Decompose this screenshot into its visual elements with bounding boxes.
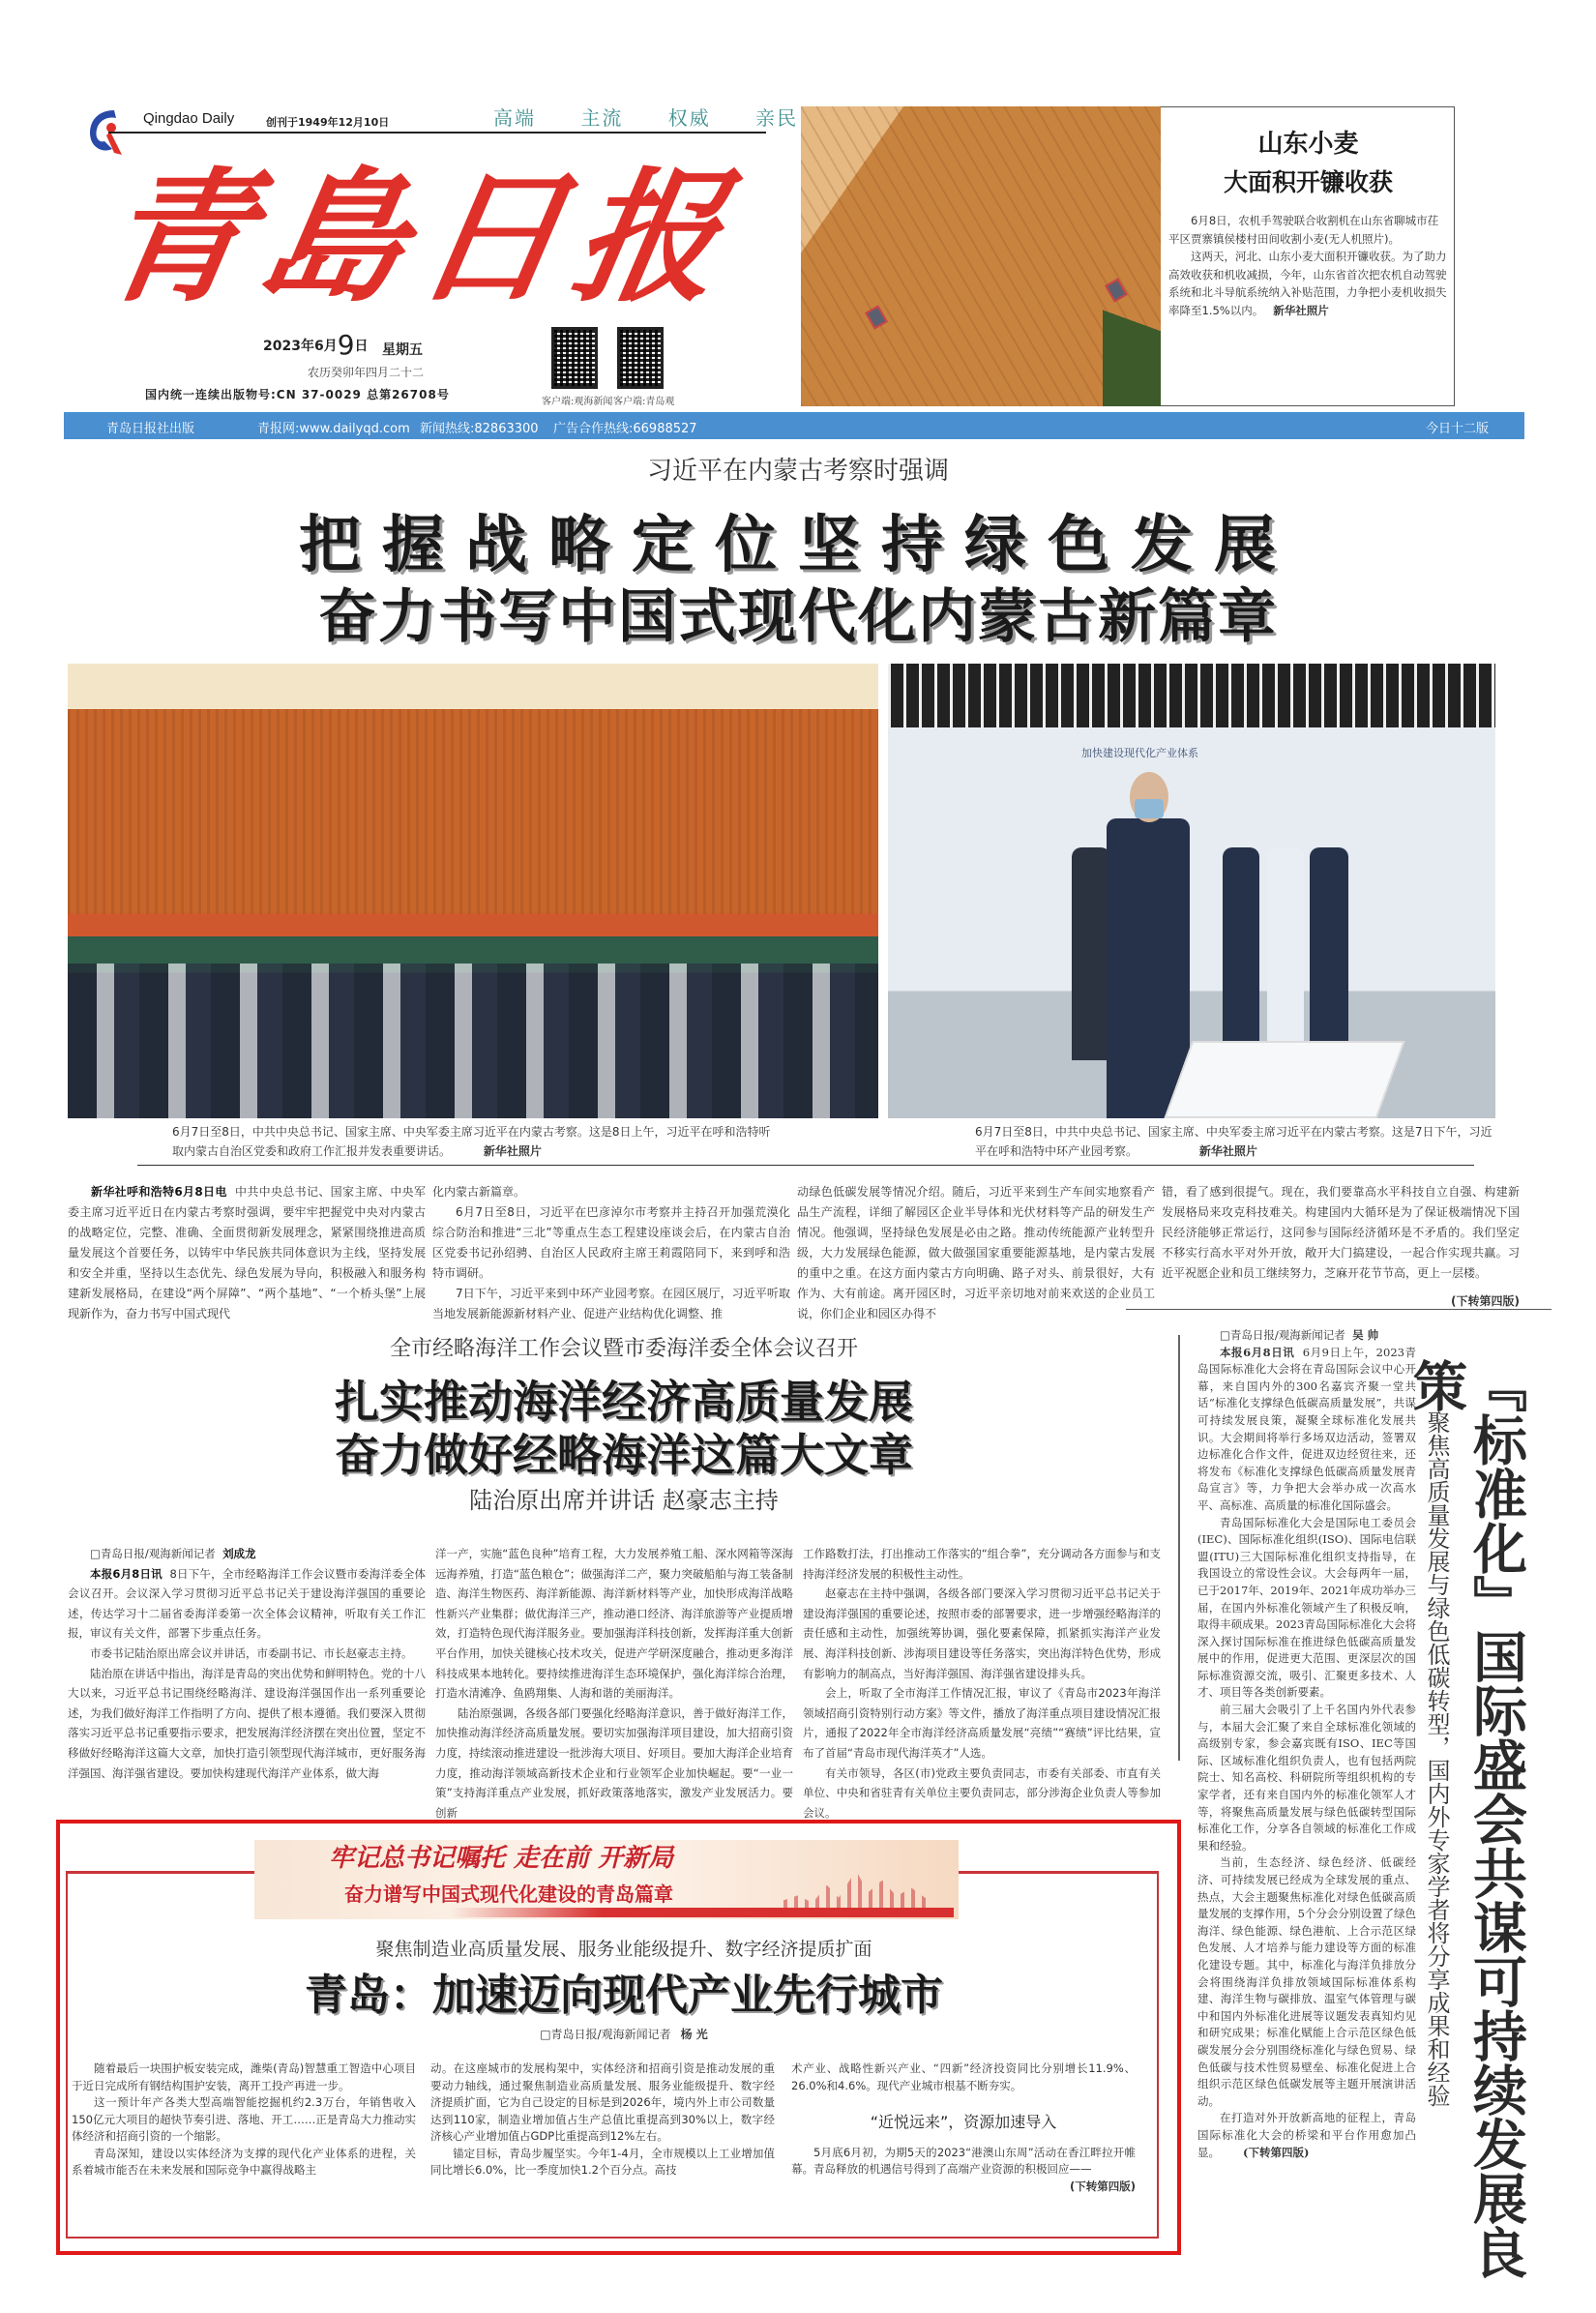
ocean-subhead: 陆治原出席并讲话 赵豪志主持: [469, 1487, 779, 1514]
ocean-col3-p4: 有关市领导，各区(市)党政主要负责同志，市委有关部委、市直有关单位、中央和省驻青有关单位主要负责同志，部分涉海企业负责人等参加会议。: [803, 1765, 1161, 1820]
banner-slogan: 牢记总书记嘱托 走在前 开新局: [329, 1844, 674, 1873]
ocean-column-1: [68, 1544, 426, 1783]
std-byline-text: □青岛日报/观海新闻记者: [1220, 1328, 1345, 1342]
masthead-rule: [108, 132, 766, 133]
ocean-reporter: 刘成龙: [222, 1547, 256, 1560]
qingdao-col3-p1: 术产业、战略性新兴产业、“四新”经济投资同比分别增长11.9%、26.0%和4.6%。现代产业城市根基不断夯实。: [791, 2061, 1136, 2092]
harvester-icon: [865, 305, 888, 329]
issn-number: 国内统一连续出版物号:CN 37-0029 总第26708号: [145, 388, 450, 401]
person-figure: [1310, 847, 1348, 1041]
ocean-col3-p2: 赵豪志在主持中强调，各级各部门要深入学习贯彻习近平总书记关于建设海洋强国的重要论述，按照市委的部署要求，进一步增强经略海洋的责任感和主动性，加强统筹协调，强化要素保障，抓紧抓实海洋产业发展、海洋科技创新、涉海项目建设等任务落实，突出海洋特色优势，形成有影响力的制高点，当好海洋强国、海洋强省建设排头兵。: [803, 1586, 1161, 1680]
qingdao-reporter: 杨 光: [680, 2028, 708, 2041]
std-dateline: 本报6月8日讯: [1220, 1345, 1295, 1359]
standardization-subhead: 聚焦高质量发展与绿色低碳转型，国内外专家学者将分享成果和经验: [1423, 1410, 1450, 2107]
wheat-title-line2: 大面积开镰收获: [1223, 168, 1393, 196]
lead-kicker: 习近平在内蒙古考察时强调: [646, 457, 949, 486]
founded-date: 创刊于1949年12月10日: [266, 116, 390, 129]
wheat-feature-textbox: [1161, 106, 1455, 406]
lead-col4-text: 错，看了感到很提气。现在，我们要靠高水平科技自立自强、构建新发展格局来攻克科技难关。构建国内大循环是为了保证极端情况下国民经济能够正常运行，这同参与国际经济循环是不矛盾的。我们坚定不移实行高水平对外开放，敞开大门搞建设，一起合作实现共赢。习近平祝愿企业和员工继续努力，芝麻开花节节高，更上一层楼。: [1162, 1185, 1520, 1280]
ocean-col1-p2: 市委书记陆治原出席会议并讲话，市委副书记、市长赵豪志主持。: [90, 1646, 413, 1660]
wheat-paragraph-2: [1168, 248, 1448, 319]
ad-hotline: 广告合作热线:66988527: [553, 422, 697, 436]
lead-continued-link[interactable]: (下转第四版): [1451, 1294, 1520, 1308]
qingdao-col2-p2: 锚定目标，青岛步履坚实。今年1-4月，全市规模以上工业增加值同比增长6.0%，比一季度加快1.2个百分点。高技: [430, 2146, 775, 2177]
qingdao-col3-subhead: “近悦远来”，资源加速导入: [870, 2113, 1057, 2131]
photo1-credit: 新华社照片: [483, 1144, 542, 1158]
slogan-2: 主流: [580, 106, 624, 130]
news-hotline: 新闻热线:82863300: [420, 422, 539, 436]
lead-col1-text: 中共中央总书记、国家主席、中央军委主席习近平近日在内蒙古考察时强调，要牢牢把握党中央对内蒙古的战略定位，完整、准确、全面贯彻新发展理念，紧紧围绕推进高质量发展这个首要任务，以铸牢中华民族共同体意识为主线，坚持发展和安全并重，坚持以生态优先、绿色发展为导向，积极融入和服务构建新发展格局，在建设“两个屏障”、“两个基地”、“一个桥头堡”上展现新作为，奋力书写中国式现代: [68, 1185, 426, 1320]
qr-caption-1: 客户端:观海新闻: [542, 397, 613, 407]
lead-column-4: [1162, 1182, 1520, 1312]
standardization-headline: 『标准化』国际盛会共谋可持续发展良策: [1404, 1358, 1528, 2279]
date-prefix: 2023年6月: [263, 339, 338, 354]
ocean-column-2: [435, 1544, 793, 1823]
qingdao-col1-p3: 青岛深知，建设以实体经济为支撑的现代化产业体系的进程，关系着城市能否在未来发展和国际竞争中赢得战略主: [72, 2146, 416, 2177]
qingdao-col1-p1: 随着最后一块围护板安装完成，潍柴(青岛)智慧重工智造中心项目于近日完成所有钢结构围护安装，离开工投产再进一步。: [72, 2061, 416, 2092]
ocean-dateline: 本报6月8日讯: [90, 1566, 163, 1581]
lead-col2-p1: 化内蒙古新篇章。: [432, 1185, 526, 1199]
qingdao-byline: [58, 2026, 1190, 2042]
newspaper-title: 青島日报: [91, 153, 749, 321]
wheat-harvest-photo: [801, 106, 1161, 406]
qingdao-col2-p1: 动。在这座城市的发展构架中，实体经济和招商引资是推动发展的重要动力轴线，通过聚焦制造业高质量发展、服务业能级提升、数字经济提质扩面，它为自己设定的目标是到2026年，境内外上市公司数量达到110家，制造业增加值占生产总值比重提高到30%以上，数字经济核心产业增加值占GDP比重提高到12%左右。: [430, 2061, 775, 2143]
wheat-paragraph-2-text: 这两天，河北、山东小麦大面积开镰收获。为了助力高效收获和机收减损，今年，山东省首次把农机自动驾驶系统和北斗导航系统纳入补贴范围，力争把小麦机收损失率降至1.5%以内。: [1168, 250, 1447, 317]
qr-code-qingdao-guan-icon[interactable]: [617, 327, 664, 389]
person-figure: [1223, 847, 1259, 1041]
qingdao-continued-link[interactable]: (下转第四版): [1069, 2179, 1136, 2193]
std-p3: 前三届大会吸引了上千名国内外代表参与，本届大会汇聚了来自全球标准化领域的高级别专家，参会嘉宾既有ISO、IEC等国际、区域标准化组织负责人，也有包括两院院士、知名高校、科研院所等组织机构的专家学者，还有来自国内外的标准化领军人才等，将聚焦高质量发展与绿色低碳转型国际标准化工作，分享各自领域的标准化工作成果和经验。: [1197, 1703, 1416, 1853]
qingdao-col3-p2: 5月底6月初，为期5天的2023“港澳山东周”活动在香江畔拉开帷幕。青岛释放的机遇信号得到了高端产业资源的积极回应——: [791, 2145, 1136, 2176]
photo2-caption: [975, 1122, 1497, 1161]
meeting-photo: [68, 664, 878, 1118]
banner-subtitle: 奋力谱写中国式现代化建设的青岛篇章: [344, 1883, 673, 1906]
photo2-caption-text: 6月7日至8日，中共中央总书记、国家主席、中央军委主席习近平在内蒙古考察。这是7日下午，习近平在呼和浩特中环产业园考察。: [975, 1125, 1493, 1158]
ocean-byline: [68, 1544, 426, 1564]
green-field-strip: [1103, 106, 1161, 406]
ocean-col2-p2: 陆治原强调，各级各部门要强化经略海洋意识，善于做好海洋工作，加快推动海洋经济高质量发展。要切实加强海洋项目建设，加大招商引资力度，持续滚动推进建设一批涉海大项目、好项目。要加大海洋企业培育力度，推动海洋领域高新技术企业和行业领军企业加快崛起。要“一业一策”支持海洋重点产业发展，抓好政策落地落实，激发产业发展活力。要创新: [435, 1705, 793, 1820]
std-p5: [1197, 2110, 1416, 2161]
date-suffix: 日: [354, 339, 369, 354]
qr-caption-2: 客户端:青岛观: [613, 397, 675, 407]
ocean-col1-p3: 陆治原在讲话中指出，海洋是青岛的突出优势和鲜明特色。党的十八大以来，习近平总书记围绕经略海洋、建设海洋强国作出一系列重要论述，为我们做好海洋工作指明了方向、提供了根本遵循。我们要深入贯彻落实习近平总书记重要指示要求，把发展海洋经济摆在突出位置，坚定不移做好经略海洋这篇大文章，加快打造引领型现代海洋城市，更好服务海洋强国、海洋强省建设。要加快构建现代海洋产业体系，做大海: [68, 1666, 426, 1780]
qingdao-kicker: 聚焦制造业高质量发展、服务业能级提升、数字经济提质扩面: [375, 1939, 872, 1960]
publisher: 青岛日报社出版: [106, 422, 195, 436]
mask: [1135, 799, 1164, 818]
display-model: [1164, 1041, 1404, 1118]
std-p2: 青岛国际标准化大会是国际电工委员会(IEC)、国际标准化组织(ISO)、国际电信联盟(ITU)三大国际标准化组织支持指导，在我国设立的常设性会议。大会每两年一届，已于2017年、2019年、2021年成功举办三届，在国内外标准化领域产生了积极反响，取得丰硕成果。2023青岛国际标准化大会将深入探讨国际标准在推进绿色低碳高质量发展中的作用，促进更大范围、更深层次的国际标准资源交流，吸引、汇聚更多技术、人才、项目等各类创新要素。: [1197, 1515, 1416, 1700]
lead-column-3: [797, 1182, 1155, 1324]
lead-col2-p2: 6月7日至8日，习近平在巴彦淖尔市考察并主持召开加强荒漠化综合防治和推进“三北”等重点生态工程建设座谈会后，在内蒙古自治区党委书记孙绍骋、自治区人民政府主席王莉霞陪同下，来到呼和浩特市调研。: [432, 1205, 790, 1280]
std-p5-text: 在打造对外开放新高地的征程上，青岛国际标准化大会的桥梁和平台作用愈加凸显。: [1197, 2111, 1416, 2159]
lead-headline-line2: 奋力书写中国式现代化内蒙古新篇章: [318, 583, 1278, 651]
person-figure: [1267, 847, 1304, 1041]
page-count: 今日十二版: [1426, 422, 1490, 436]
ocean-headline-line1: 扎实推动海洋经济高质量发展: [335, 1376, 913, 1428]
photo-credit: 新华社照片: [1273, 303, 1329, 317]
qingdao-col1-p2: 这一预计年产各类大型高端智能挖掘机约2.3万台，年销售收入150亿元大项目的超快节奏引进、落地、开工……正是青岛大力推动实体经济和招商引资的一个缩影。: [72, 2095, 416, 2143]
english-name: Qingdao Daily: [143, 110, 235, 127]
info-bar: [64, 412, 1524, 439]
slogan-3: 权威: [667, 106, 711, 130]
exhibition-photo: [888, 664, 1495, 1118]
ocean-col2-p1: 洋一产，实施“蓝色良种”培育工程，大力发展养殖工船、深水网箱等深海远海养殖，打造“蓝色粮仓”；做强海洋二产，聚力突破船舶与海工装备制造、海洋生物医药、海洋新能源、海洋新材料等产业，加快形成海洋战略性新兴产业集群；做优海洋三产，推动港口经济、海洋旅游等产业提质增效，打造特色现代海洋服务业。要加强海洋科技创新，发挥海洋重大创新平台作用，加快关键核心技术攻关，促进产学研深度融合，推动更多海洋科技成果本地转化。要持续推进海洋生态环境保护，强化海洋综合治理，打造水清滩净、鱼鸥翔集、人海和谐的美丽海洋。: [435, 1547, 793, 1701]
qingdao-column-1: [72, 2061, 416, 2180]
slogan: [493, 103, 819, 131]
section-divider: [1126, 1309, 1552, 1310]
ocean-col3-p3: 会上，听取了全市海洋工作情况汇报，审议了《青岛市2023年海洋领域招商引资特别行动方案》等文件，播放了海洋重点项目建设情况汇报片，通报了2022年全市海洋经济高质量发展“亮绩”“赛绩”评比结果，宣布了首届“青岛市现代海洋英才”人选。: [803, 1686, 1161, 1760]
std-reporter: 吴 帅: [1352, 1328, 1379, 1342]
qr-code-guanhai-news-icon[interactable]: [551, 327, 598, 389]
lead-dateline: 新华社呼和浩特6月8日电: [91, 1185, 227, 1199]
qingdao-headline: 青岛：加速迈向现代产业先行城市: [305, 1971, 943, 2020]
ocean-col3-p1: 工作路数打法，打出推动工作落实的“组合拳”，充分调动各方面参与和支持海洋经济发展的积极性主动性。: [803, 1547, 1161, 1581]
qingdao-column-2: [430, 2061, 775, 2180]
qingdao-column-3: [791, 2061, 1136, 2195]
standardization-column: [1197, 1327, 1416, 2161]
lunar-date: 农历癸卯年四月二十二: [308, 366, 425, 379]
lead-column-1: [68, 1182, 426, 1324]
person-figure: [1072, 847, 1110, 1060]
wheat-paragraph-1: 6月8日，农机手驾驶联合收割机在山东省聊城市茌平区贾寨镇侯楼村田间收割小麦(无人机照片)。: [1168, 214, 1439, 246]
ocean-headline-line2: 奋力做好经略海洋这篇大文章: [335, 1429, 913, 1481]
photo1-caption-text: 6月7日至8日，中共中央总书记、国家主席、中央军委主席习近平在内蒙古考察。这是8日上午，习近平在呼和浩特听取内蒙古自治区党委和政府工作汇报并发表重要讲话。: [172, 1125, 771, 1158]
qingdao-byline-text: □青岛日报/观海新闻记者: [540, 2028, 671, 2041]
banner-red-bar: [451, 1908, 954, 1917]
exhibition-sign: 加快建设现代化产业体系: [1081, 747, 1198, 759]
std-continued-link[interactable]: (下转第四版): [1243, 2145, 1310, 2159]
date-day: 9: [337, 329, 355, 361]
photo2-credit: 新华社照片: [1198, 1144, 1257, 1158]
website-link[interactable]: 青报网:www.dailyqd.com: [257, 422, 410, 436]
slogan-4: 亲民: [755, 106, 799, 130]
caption-divider: [137, 1165, 1474, 1166]
lead-col3-text: 动绿色低碳发展等情况介绍。随后，习近平来到生产车间实地察看产品生产流程，详细了解园区企业半导体和光伏材料等产品的研发生产情况。他强调，坚持绿色发展是必由之路。推动传统能源产业转型升级，大力发展绿色能源，做大做强国家重要能源基地，是内蒙古发展的重中之重。在这方面内蒙古方向明确、路子对头、前景很好，大有作为、大有前途。离开园区时，习近平亲切地对前来欢送的企业员工说，你们企业和园区办得不: [797, 1185, 1155, 1320]
ocean-byline-text: □青岛日报/观海新闻记者: [90, 1547, 216, 1560]
ocean-col1-p1: 8日下午，全市经略海洋工作会议暨市委海洋委全体会议召开。会议深入学习贯彻习近平总书记关于建设海洋强国的重要论述，传达学习十二届省委海洋委第一次全体会议精神，听取有关工作汇报，审议有关文件，部署下步重点任务。: [68, 1566, 426, 1641]
ocean-kicker: 全市经略海洋工作会议暨市委海洋委全体会议召开: [389, 1337, 858, 1361]
ocean-column-3: [803, 1544, 1161, 1823]
std-p1: 6月9日上午，2023青岛国际标准化大会将在青岛国际会议中心开幕，来自国内外的300名嘉宾齐聚一堂共话“标准化支撑绿色低碳高质量发展”，共谋可持续发展良策，凝聚全球标准化发展共识。大会期间将举行多场双边活动，签署双边标准化合作文件，促进双边经贸往来，还将发布《标准化支撑绿色低碳高质量发展青岛宣言》等，力争把大会举办成一次高水平、高标准、高质量的标准化国际盛会。: [1197, 1345, 1416, 1512]
wheat-title-line1: 山东小麦: [1257, 130, 1359, 159]
weekday: 星期五: [382, 342, 423, 358]
std-p4: 当前，生态经济、绿色经济、低碳经济、可持续发展已经成为全球发展的重点、热点，大会主题聚焦标准化对绿色低碳高质量发展的支撑作用，5个分会分别设置了绿色海洋、绿色能源、绿色港航、上合示范区绿色发展、人才培养与能力建设等方面的标准化建设专题。其中，标准化与海洋负排放分会将围绕海洋负排放领域国际标准体系构建、海洋生物与碳排放、温室气体管理与碳中和国内外标准化进展等议题发表真知灼见和研究成果；标准化赋能上合示范区绿色低碳发展分会分别围绕标准化与绿色贸易、绿色低碳与技术性贸易壁垒、标准化促进上合组织示范区绿色低碳发展等主题开展演讲活动。: [1197, 1855, 1416, 2108]
lead-headline-line1: 把握战略定位坚持绿色发展: [299, 509, 1297, 581]
lead-column-2: [432, 1182, 790, 1324]
issue-date: [263, 329, 369, 361]
std-byline: [1197, 1327, 1416, 1345]
photo1-caption: [172, 1122, 772, 1161]
person-figure-main: [1107, 818, 1190, 1118]
column-divider: [1178, 1335, 1180, 1761]
slogan-1: 高端: [493, 106, 536, 130]
lead-col2-p3: 7日下午，习近平来到中环产业园考察。在园区展厅，习近平听取当地发展新能源新材料产业、促进产业结构优化调整、推: [432, 1287, 790, 1320]
